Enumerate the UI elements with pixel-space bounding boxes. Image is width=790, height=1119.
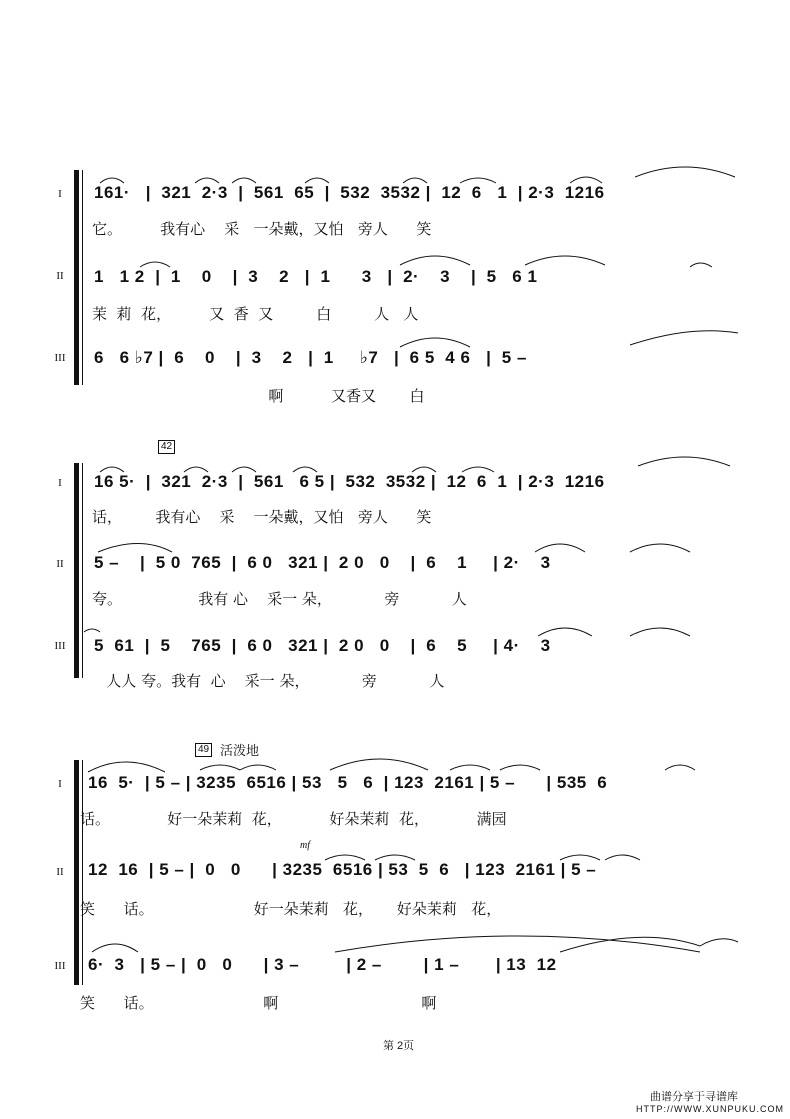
part-notes: 12 16 | 5 – | 0 0 | 3235 6516 | 53 5 6 | 123 2161 | 5 – <box>88 860 597 879</box>
part-lyrics: 夸。 我有 心 采一 朵， 旁 人 <box>92 590 467 608</box>
part-notes: 16 5· | 5 – | 3235 6516 | 53 5 6 | 123 2161 | 5 – | 535 6 <box>88 773 608 792</box>
rehearsal-mark: 49 <box>195 743 212 757</box>
part-label: III <box>54 352 66 364</box>
part-notes: 6 6 ♭7 | 6 0 | 3 2 | 1 ♭7 | 6 5 4 6 | 5 – <box>94 348 527 367</box>
part-notes: 5 61 | 5 765 | 6 0 321 | 2 0 0 | 6 5 | 4· 3 <box>94 636 551 655</box>
watermark-text: 曲谱分享于寻谱库 <box>650 1091 738 1103</box>
part-lyrics: 话。 好一朵茉莉 花， 好朵茉莉 花， 满园 <box>80 810 507 828</box>
part-lyrics: 啊 又香又 白 <box>92 387 425 405</box>
part-label: II <box>56 270 64 282</box>
rehearsal-mark: 42 <box>158 440 175 454</box>
part-label: I <box>58 188 62 200</box>
part-lyrics: 笑 话。 啊 啊 <box>80 994 437 1012</box>
part-label: I <box>58 778 62 790</box>
watermark-url: HTTP://WWW.XUNPUKU.COM <box>636 1104 784 1114</box>
part-lyrics: 话， 我有心 采 一朵戴，又怕 旁人 笑 <box>92 508 432 526</box>
part-notes: 5 – | 5 0 765 | 6 0 321 | 2 0 0 | 6 1 | 2· 3 <box>94 553 551 572</box>
part-label: II <box>56 866 64 878</box>
part-lyrics: 人人 夸。我有 心 采一 朵， 旁 人 <box>92 672 445 690</box>
part-label: III <box>54 960 66 972</box>
part-lyrics: 笑 话。 好一朵茉莉 花， 好朵茉莉 花， <box>80 900 502 918</box>
score-system-2 <box>0 440 790 700</box>
score-system-1 <box>0 165 790 405</box>
part-lyrics: 茉 莉 花， 又 香 又 白 人 人 <box>92 305 419 323</box>
part-label: III <box>54 640 66 652</box>
part-lyrics: 它。 我有心 采 一朵戴，又怕 旁人 笑 <box>92 220 432 238</box>
part-notes: 161· | 321 2·3 | 561 65 | 532 3532 | 12 6 1 | 2·3 1216 <box>94 183 605 202</box>
tempo-marking: 活泼地 <box>220 743 260 758</box>
part-notes: 16 5· | 321 2·3 | 561 6 5 | 532 3532 | 12 6 1 | 2·3 1216 <box>94 472 605 491</box>
score-system-3 <box>0 740 790 1015</box>
slur-marks <box>0 740 790 1015</box>
part-label: II <box>56 558 64 570</box>
part-notes: 6· 3 | 5 – | 0 0 | 3 – | 2 – | 1 – | 13 12 <box>88 955 557 974</box>
slur-marks <box>0 440 790 700</box>
slur-marks <box>0 165 790 405</box>
page-number: 第 2页 <box>383 1040 415 1052</box>
dynamic-mark: mf <box>300 840 310 851</box>
part-label: I <box>58 477 62 489</box>
part-notes: 1 1 2 | 1 0 | 3 2 | 1 3 | 2· 3 | 5 6 1 <box>94 267 538 286</box>
